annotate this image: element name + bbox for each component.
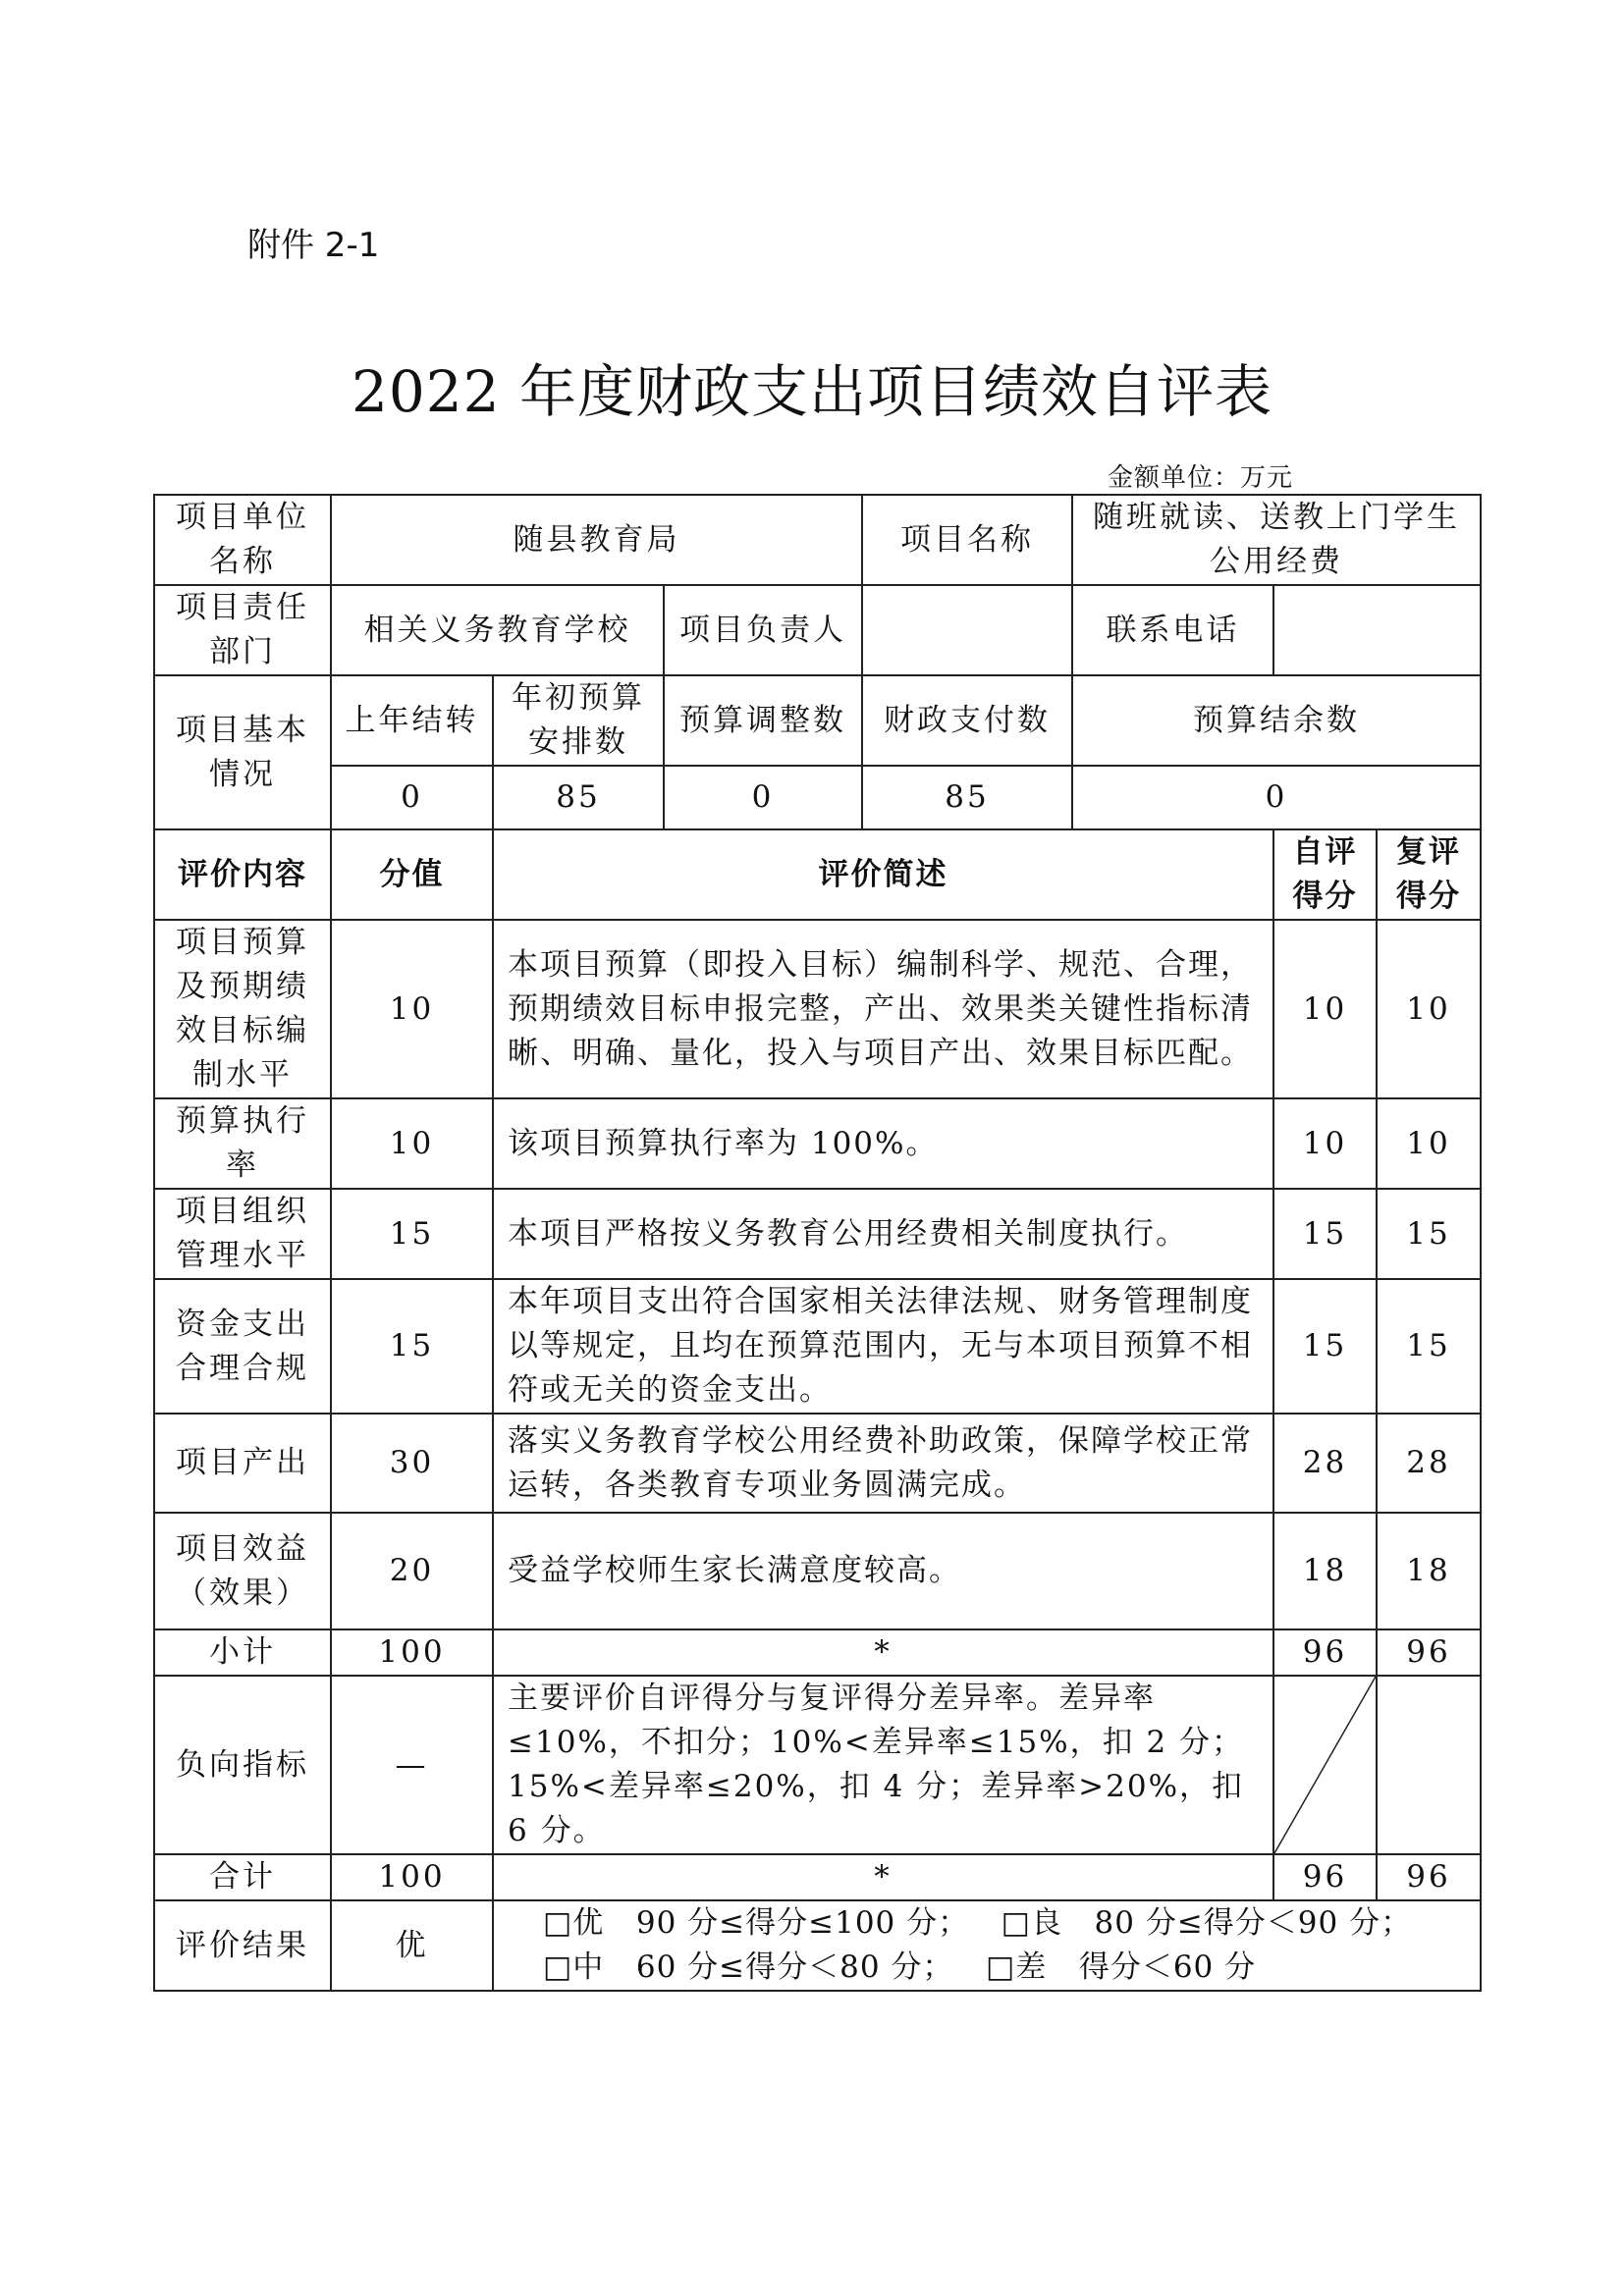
result-label: 评价结果 bbox=[154, 1900, 331, 1991]
subtotal-desc: * bbox=[493, 1629, 1273, 1676]
subtotal-row bbox=[154, 1629, 1481, 1676]
subtotal-score: 100 bbox=[331, 1629, 493, 1676]
row-review: 15 bbox=[1377, 1189, 1481, 1279]
negative-desc: 主要评价自评得分与复评得分差异率。差异率≤10%，不扣分；10%<差异率≤15%，扣 2 分；15%<差异率≤20%，扣 4 分；差异率>20%，扣 6 分。 bbox=[493, 1676, 1273, 1854]
row-score: 10 bbox=[331, 920, 493, 1098]
header-review: 复评得分 bbox=[1377, 829, 1481, 920]
row-score: 30 bbox=[331, 1414, 493, 1513]
negative-score: — bbox=[331, 1676, 493, 1854]
row-review: 28 bbox=[1377, 1414, 1481, 1513]
project-unit-label: 项目单位名称 bbox=[154, 495, 331, 585]
row-self: 18 bbox=[1273, 1513, 1377, 1629]
result-value: 优 bbox=[331, 1900, 493, 1991]
basic-label: 项目基本情况 bbox=[154, 675, 331, 829]
project-unit-row bbox=[154, 495, 1481, 585]
project-name-value: 随班就读、送教上门学生公用经费 bbox=[1072, 495, 1481, 585]
row-self: 15 bbox=[1273, 1279, 1377, 1414]
result-scale-line-2: □中 60 分≤得分＜80 分； □差 得分＜60 分 bbox=[543, 1949, 1257, 1985]
dept-value: 相关义务教育学校 bbox=[331, 585, 664, 675]
row-content: 预算执行率 bbox=[154, 1098, 331, 1189]
row-content: 资金支出合理合规 bbox=[154, 1279, 331, 1414]
row-content: 项目组织管理水平 bbox=[154, 1189, 331, 1279]
project-name-label: 项目名称 bbox=[862, 495, 1072, 585]
amount-unit-label: 金额单位：万元 bbox=[1108, 463, 1294, 493]
basic-value: 85 bbox=[862, 766, 1072, 829]
table-row bbox=[154, 1414, 1481, 1513]
basic-header-row bbox=[154, 675, 1481, 766]
basic-header: 上年结转 bbox=[331, 675, 493, 766]
basic-value: 85 bbox=[493, 766, 664, 829]
total-row bbox=[154, 1854, 1481, 1900]
subtotal-review: 96 bbox=[1377, 1629, 1481, 1676]
row-content: 项目产出 bbox=[154, 1414, 331, 1513]
page-title: 2022 年度财政支出项目绩效自评表 bbox=[351, 358, 1273, 425]
table-row bbox=[154, 1098, 1481, 1189]
row-desc: 受益学校师生家长满意度较高。 bbox=[493, 1513, 1273, 1629]
total-review: 96 bbox=[1377, 1854, 1481, 1900]
header-desc: 评价简述 bbox=[493, 829, 1273, 920]
negative-self-slash bbox=[1273, 1676, 1377, 1854]
total-score: 100 bbox=[331, 1854, 493, 1900]
header-self: 自评得分 bbox=[1273, 829, 1377, 920]
row-review: 15 bbox=[1377, 1279, 1481, 1414]
subtotal-self: 96 bbox=[1273, 1629, 1377, 1676]
table-row bbox=[154, 1189, 1481, 1279]
table-row bbox=[154, 1513, 1481, 1629]
basic-header: 财政支付数 bbox=[862, 675, 1072, 766]
subtotal-label: 小计 bbox=[154, 1629, 331, 1676]
row-self: 28 bbox=[1273, 1414, 1377, 1513]
row-self: 10 bbox=[1273, 1098, 1377, 1189]
row-desc: 本年项目支出符合国家相关法律法规、财务管理制度以等规定，且均在预算范围内，无与本项目预算不相符或无关的资金支出。 bbox=[493, 1279, 1273, 1414]
basic-header: 预算调整数 bbox=[664, 675, 862, 766]
basic-value: 0 bbox=[331, 766, 493, 829]
row-content: 项目预算及预期绩效目标编制水平 bbox=[154, 920, 331, 1098]
row-desc: 该项目预算执行率为 100%。 bbox=[493, 1098, 1273, 1189]
total-desc: * bbox=[493, 1854, 1273, 1900]
basic-header: 年初预算安排数 bbox=[493, 675, 664, 766]
basic-value: 0 bbox=[1072, 766, 1481, 829]
row-desc: 本项目严格按义务教育公用经费相关制度执行。 bbox=[493, 1189, 1273, 1279]
diagonal-slash-icon bbox=[1274, 1677, 1376, 1853]
row-review: 18 bbox=[1377, 1513, 1481, 1629]
total-self: 96 bbox=[1273, 1854, 1377, 1900]
attachment-label: 附件 2-1 bbox=[247, 226, 380, 265]
row-score: 15 bbox=[331, 1279, 493, 1414]
row-review: 10 bbox=[1377, 920, 1481, 1098]
row-desc: 本项目预算（即投入目标）编制科学、规范、合理，预期绩效目标申报完整，产出、效果类关键性指标清晰、明确、量化，投入与项目产出、效果目标匹配。 bbox=[493, 920, 1273, 1098]
row-score: 10 bbox=[331, 1098, 493, 1189]
row-score: 20 bbox=[331, 1513, 493, 1629]
leader-value bbox=[862, 585, 1072, 675]
leader-label: 项目负责人 bbox=[664, 585, 862, 675]
row-content: 项目效益（效果） bbox=[154, 1513, 331, 1629]
result-scale-line-1: □优 90 分≤得分≤100 分； □良 80 分≤得分＜90 分； bbox=[543, 1905, 1413, 1941]
row-review: 10 bbox=[1377, 1098, 1481, 1189]
row-score: 15 bbox=[331, 1189, 493, 1279]
eval-header-row bbox=[154, 829, 1481, 920]
basic-value-row bbox=[154, 766, 1481, 829]
phone-value bbox=[1273, 585, 1481, 675]
row-self: 15 bbox=[1273, 1189, 1377, 1279]
header-content: 评价内容 bbox=[154, 829, 331, 920]
evaluation-table bbox=[153, 494, 1482, 1992]
row-self: 10 bbox=[1273, 920, 1377, 1098]
row-desc: 落实义务教育学校公用经费补助政策，保障学校正常运转，各类教育专项业务圆满完成。 bbox=[493, 1414, 1273, 1513]
result-scale bbox=[493, 1900, 1481, 1991]
header-score: 分值 bbox=[331, 829, 493, 920]
table-row bbox=[154, 920, 1481, 1098]
basic-header: 预算结余数 bbox=[1072, 675, 1481, 766]
total-label: 合计 bbox=[154, 1854, 331, 1900]
negative-review bbox=[1377, 1676, 1481, 1854]
project-dept-row bbox=[154, 585, 1481, 675]
basic-value: 0 bbox=[664, 766, 862, 829]
phone-label: 联系电话 bbox=[1072, 585, 1273, 675]
table-row bbox=[154, 1279, 1481, 1414]
result-row bbox=[154, 1900, 1481, 1991]
dept-label: 项目责任部门 bbox=[154, 585, 331, 675]
project-unit-value: 随县教育局 bbox=[331, 495, 862, 585]
negative-row bbox=[154, 1676, 1481, 1854]
negative-label: 负向指标 bbox=[154, 1676, 331, 1854]
